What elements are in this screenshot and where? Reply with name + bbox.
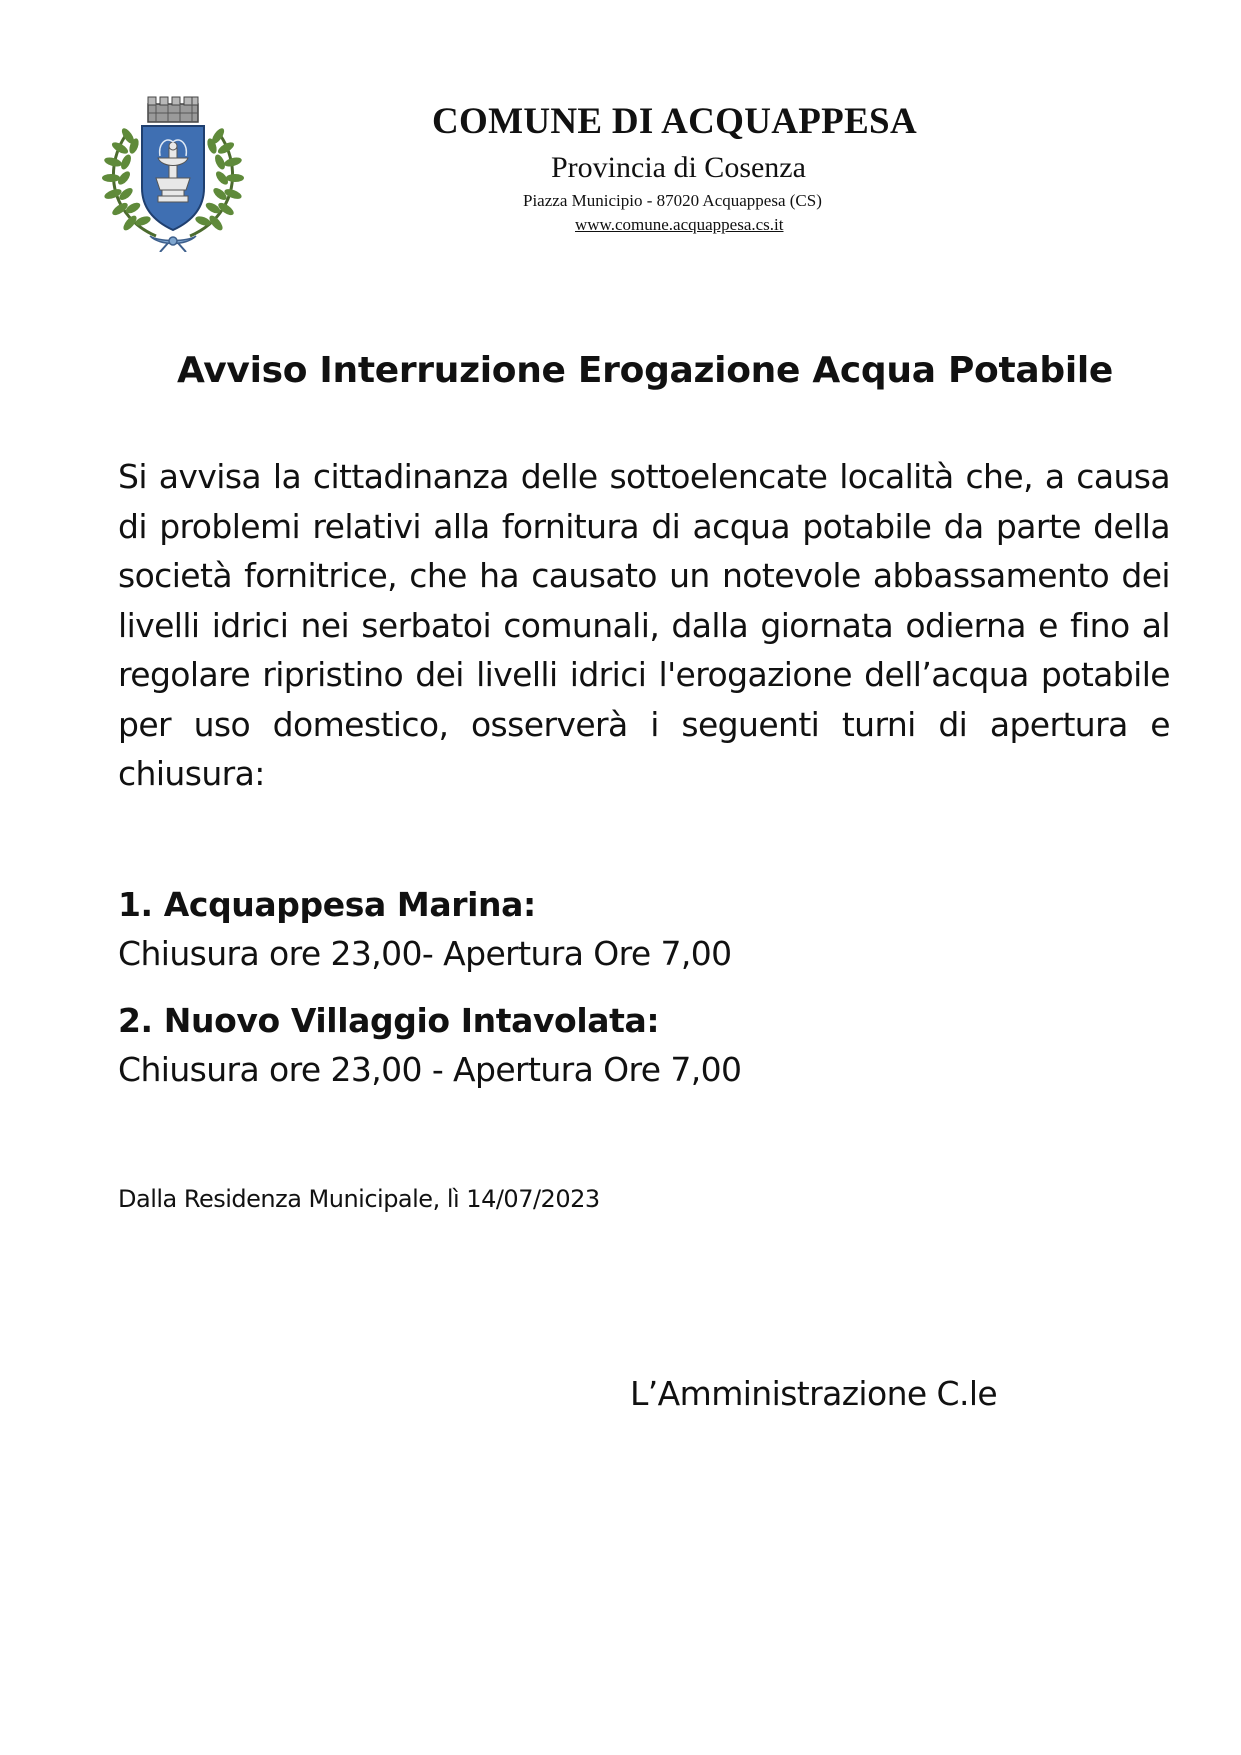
signature: L’Amministrazione C.le (630, 1374, 998, 1413)
notice-body: Si avvisa la cittadinanza delle sottoelencate località che, a causa di problemi relativi alla fornitura di acqua potabile da parte della società fornitrice, che ha causato un notevole abbassamento dei livelli idrici nei serbatoi comunali, dalla giornata odierna e fino al regolare ripristino dei livelli idrici l'erogazione dell’acqua potabile per uso domestico, osserverà i seguenti turni di apertura e chiusura: (118, 457, 1170, 793)
location-schedule-1: Chiusura ore 23,00- Apertura Ore 7,00 (118, 934, 732, 973)
location-schedule-2: Chiusura ore 23,00 - Apertura Ore 7,00 (118, 1050, 742, 1089)
date-line: Dalla Residenza Municipale, lì 14/07/2023 (118, 1185, 600, 1213)
province-name: Provincia di Cosenza (551, 151, 806, 184)
municipality-name: COMUNE DI ACQUAPPESA (432, 101, 917, 142)
website-link[interactable]: www.comune.acquappesa.cs.it (575, 215, 784, 234)
location-title-1: 1. Acquappesa Marina: (118, 885, 536, 924)
municipal-coat-of-arms-icon (98, 96, 248, 252)
location-title-2: 2. Nuovo Villaggio Intavolata: (118, 1001, 660, 1040)
notice-title: Avviso Interruzione Erogazione Acqua Potabile (176, 350, 1114, 391)
municipality-address: Piazza Municipio - 87020 Acquappesa (CS) (523, 191, 822, 210)
